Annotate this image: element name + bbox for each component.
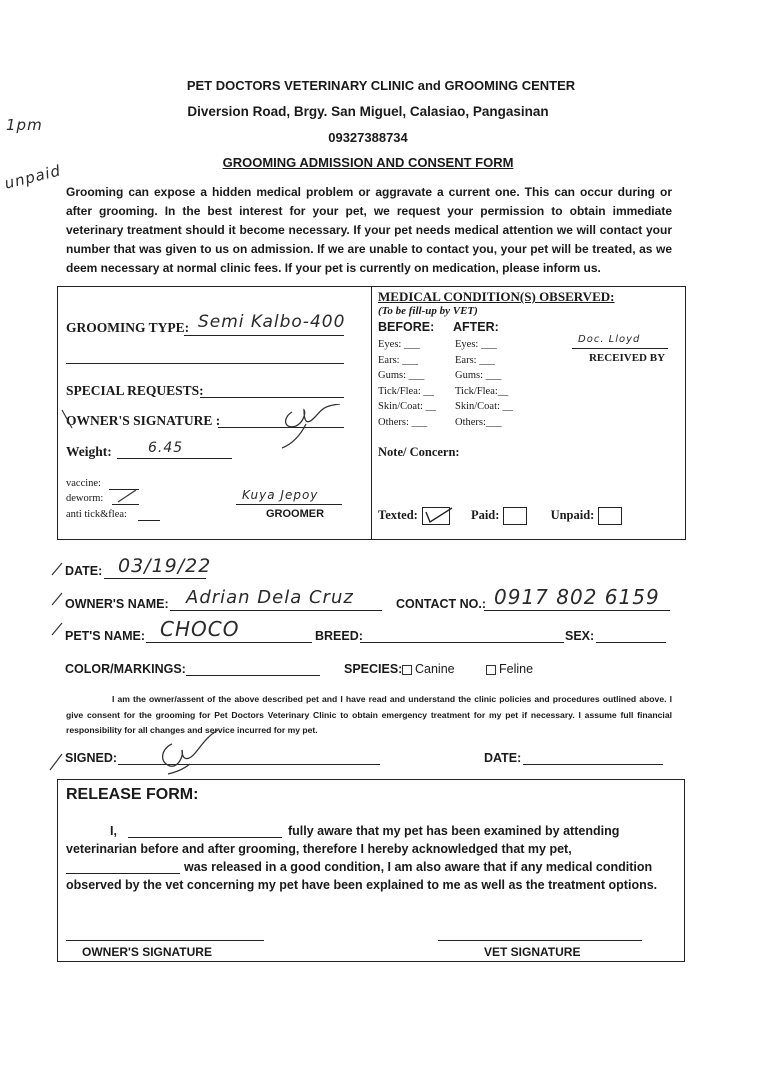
after-eyes[interactable]: Eyes: ___	[455, 339, 497, 350]
signed-label: SIGNED:	[65, 751, 118, 765]
after-others[interactable]: Others:___	[455, 416, 502, 428]
contact-label: CONTACT NO.:	[396, 597, 487, 611]
species-label: SPECIES:	[344, 662, 403, 676]
release-pet-name-field[interactable]	[66, 873, 180, 874]
weight-value[interactable]: 6.45	[148, 440, 184, 456]
deworm-field[interactable]	[112, 504, 139, 505]
grooming-type-extra-line[interactable]	[66, 363, 344, 364]
panel-divider	[371, 286, 372, 539]
payment-status-row	[378, 507, 622, 525]
before-list	[378, 337, 436, 430]
before-label: BEFORE:	[378, 320, 435, 334]
note-concern-label: Note/ Concern:	[378, 445, 460, 459]
release-owner-name-field[interactable]	[128, 837, 282, 838]
release-line2-text: veterinarian before and after grooming, therefore I hereby acknowledged that my pet,	[66, 842, 572, 856]
clinic-address: Diversion Road, Brgy. San Miguel, Calasiao, Pangasinan	[187, 104, 549, 119]
breed-field[interactable]	[360, 642, 564, 643]
margin-note-status: unpaid	[2, 161, 63, 193]
after-skin-coat[interactable]: Skin/Coat: __	[455, 401, 514, 412]
unpaid-checkbox[interactable]	[598, 507, 622, 525]
special-requests-field[interactable]	[200, 397, 344, 398]
owner-signature-label: OWNER'S SIGNATURE :	[66, 413, 221, 428]
release-line3-text: was released in a good condition, I am also aware that if any medical condition	[184, 860, 653, 874]
color-markings-field[interactable]	[186, 675, 320, 676]
medical-condition-subtitle: (To be fill-up by VET)	[378, 305, 478, 317]
species-feline-option[interactable]	[486, 662, 533, 676]
before-ears[interactable]: Ears: ___	[378, 354, 418, 366]
release-vet-signature-label: VET SIGNATURE	[484, 945, 581, 959]
anti-tick-field[interactable]	[138, 520, 160, 521]
date-label: DATE:	[65, 564, 103, 578]
anti-tick-label: anti tick&flea:	[66, 509, 127, 520]
feline-checkbox[interactable]	[486, 665, 496, 675]
after-gums[interactable]: Gums: ___	[455, 370, 502, 381]
groomer-label: GROOMER	[265, 508, 325, 520]
date-value[interactable]: 03/19/22	[118, 555, 212, 577]
signed-date-field[interactable]	[523, 764, 663, 765]
release-owner-signature-field[interactable]	[66, 940, 264, 941]
grooming-type-label: GROOMING TYPE:	[66, 320, 190, 335]
before-skin-coat[interactable]: Skin/Coat: __	[378, 401, 437, 412]
pet-name-label: PET'S NAME:	[65, 629, 146, 643]
sex-label: SEX:	[565, 629, 595, 643]
release-vet-signature-field[interactable]	[438, 940, 642, 941]
unpaid-label: Unpaid:	[550, 507, 595, 522]
canine-label: Canine	[415, 662, 455, 676]
received-by-label: RECEIVED BY	[588, 352, 666, 364]
texted-check-mark	[424, 504, 454, 526]
texted-label: Texted:	[378, 507, 418, 522]
consent-paragraph: I am the owner/assent of the above described pet and I have read and understand the clinic policies and procedures outlined above. I give consent for the grooming for Pet Doctors Veterinary Clinic to obtain emergency treatment for my pet if necessary. I assume full financial responsibility for all changes and service incurred for my pet.	[66, 694, 672, 735]
paid-checkbox[interactable]	[503, 507, 527, 525]
clinic-name: PET DOCTORS VETERINARY CLINIC and GROOMING CENTER	[186, 78, 576, 93]
paid-label: Paid:	[470, 507, 500, 522]
clinic-phone: 09327388734	[328, 130, 408, 145]
deworm-check-mark	[116, 488, 140, 504]
after-tick-flea[interactable]: Tick/Flea:__	[455, 385, 509, 397]
sex-field[interactable]	[596, 642, 666, 643]
margin-note-time: 1pm	[6, 116, 43, 134]
color-markings-label: COLOR/MARKINGS:	[65, 662, 186, 676]
form-title: GROOMING ADMISSION AND CONSENT FORM	[222, 155, 514, 170]
pet-name-value[interactable]: CHOCO	[160, 617, 240, 641]
owner-name-label: OWNER'S NAME:	[65, 597, 169, 611]
owner-name-value[interactable]: Adrian Dela Cruz	[186, 587, 354, 608]
species-canine-option[interactable]	[402, 662, 455, 676]
canine-checkbox[interactable]	[402, 665, 412, 675]
before-others[interactable]: Others: ___	[378, 416, 428, 428]
grooming-type-value[interactable]: Semi Kalbo-400	[198, 312, 346, 332]
groomer-name: Kuya Jepoy	[242, 488, 319, 502]
release-line1-text: fully aware that my pet has been examined by attending	[288, 824, 620, 838]
intro-paragraph: Grooming can expose a hidden medical problem or aggravate a current one. This can occur during or after grooming. In the best interest for your pet, we request your permission to obtain immediate veterinary treatment should it become necessary. If your pet needs medical attention we will contact your number that was given to us on admission. If we are unable to contact you, your pet will be treated, as we deem necessary at normal clinic fees. If your pet is currently on medication, please inform us.	[66, 185, 672, 275]
release-form-title: RELEASE FORM:	[66, 786, 199, 803]
special-requests-label: SPECIAL REQUESTS:	[66, 383, 204, 398]
contact-value[interactable]: 0917 802 6159	[494, 585, 660, 609]
after-label: AFTER:	[453, 320, 499, 334]
before-eyes[interactable]: Eyes: ___	[378, 339, 420, 350]
signed-signature-marks	[48, 726, 258, 776]
medical-condition-title: MEDICAL CONDITION(S) OBSERVED:	[378, 289, 615, 304]
after-ears[interactable]: Ears: ___	[455, 354, 495, 366]
release-owner-signature-label: OWNER'S SIGNATURE	[82, 945, 212, 959]
before-tick-flea[interactable]: Tick/Flea: __	[378, 385, 434, 397]
feline-label: Feline	[499, 662, 534, 676]
received-by-name: Doc. Lloyd	[578, 334, 641, 345]
release-line4-text: observed by the vet concerning my pet have been explained to me as well as the treatment options.	[66, 878, 658, 892]
vaccine-label: vaccine:	[66, 478, 101, 489]
after-list	[455, 337, 513, 430]
before-gums[interactable]: Gums: ___	[378, 370, 425, 381]
release-line1-prefix: I,	[110, 824, 117, 838]
deworm-label: deworm:	[66, 493, 104, 504]
breed-label: BREED:	[315, 629, 363, 643]
weight-label: Weight:	[66, 444, 112, 459]
signed-date-label: DATE:	[484, 751, 522, 765]
